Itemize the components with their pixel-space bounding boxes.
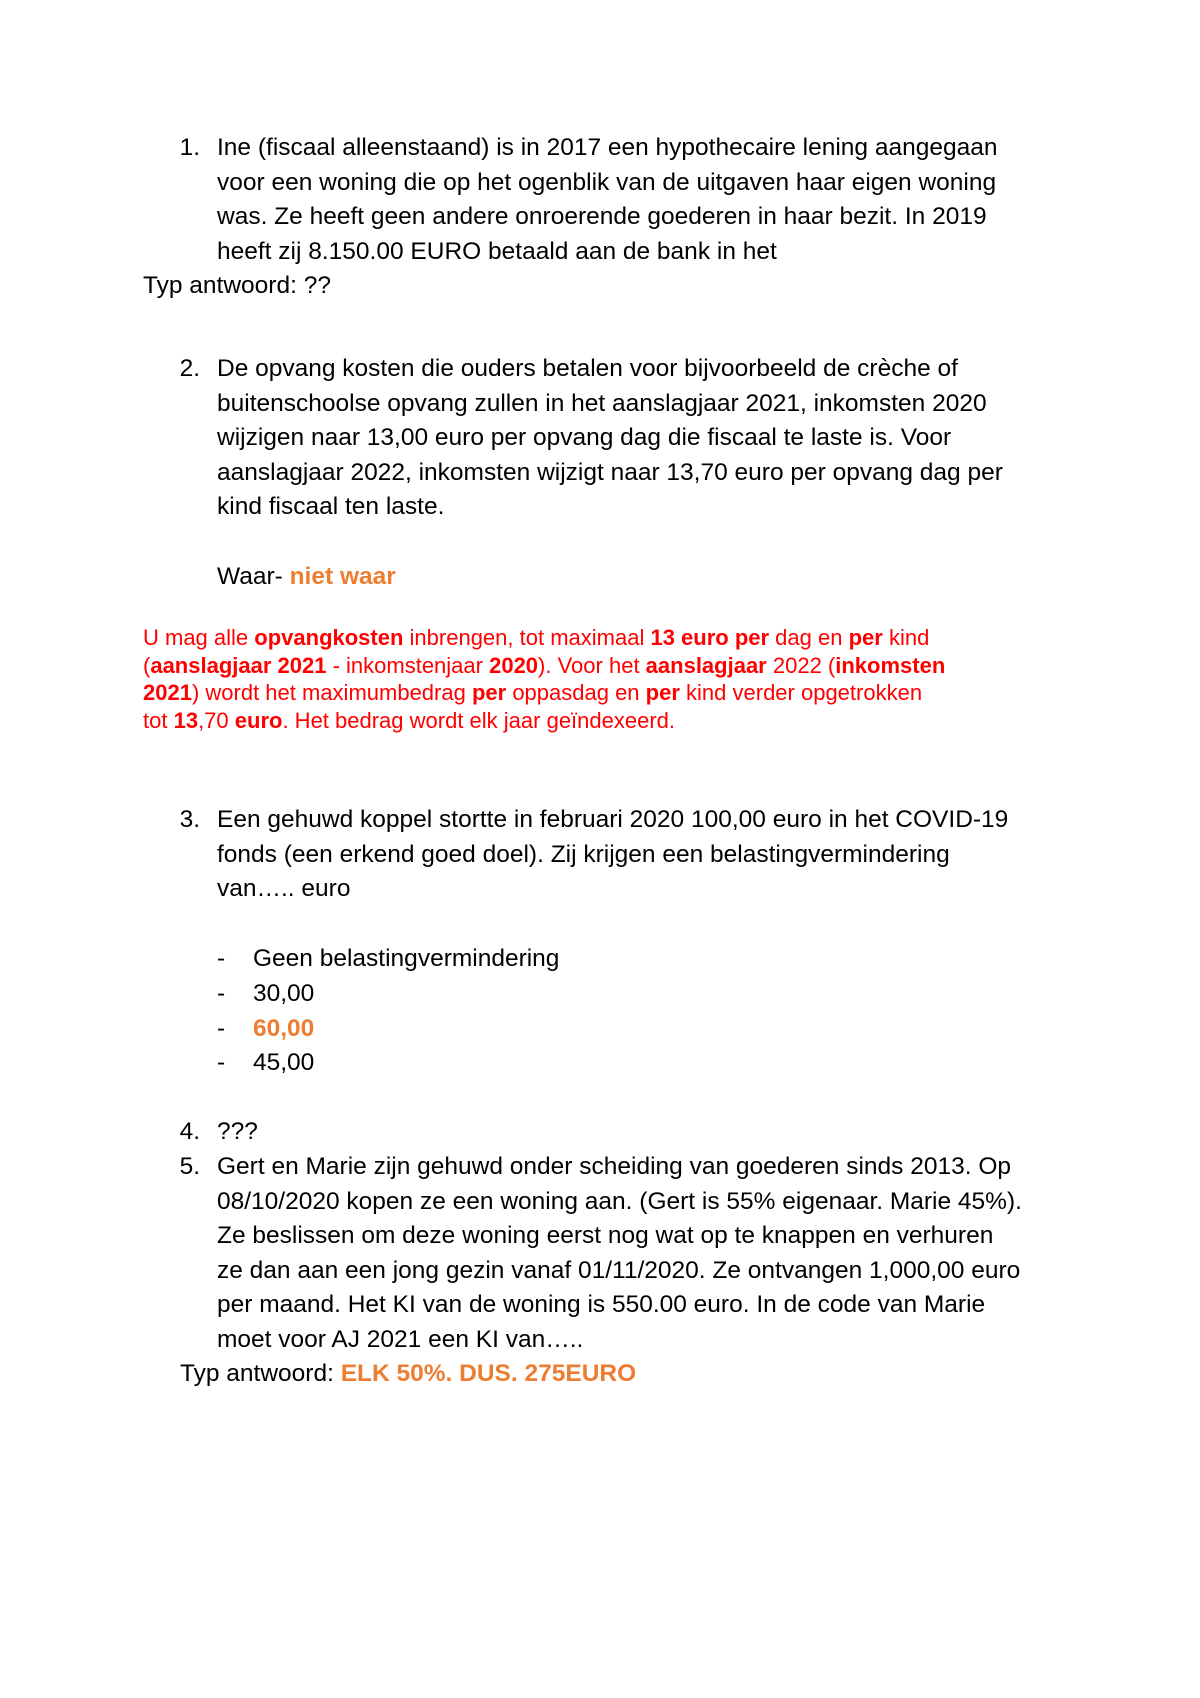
question-line: kind fiscaal ten laste.: [217, 493, 445, 520]
answer-label: Typ antwoord: ??: [143, 272, 331, 299]
answer-value: ELK 50%. DUS. 275EURO: [340, 1360, 637, 1387]
explanation-text: [143, 624, 1103, 734]
option-dash: -: [217, 1049, 226, 1076]
question-text: [217, 131, 1077, 269]
option-30: 30,00: [253, 980, 315, 1007]
question-line: was. Ze heeft geen andere onroerende goederen in haar bezit. In 2019: [217, 203, 987, 230]
question-number: 4.: [179, 1118, 200, 1145]
answer-row: [180, 1357, 636, 1392]
question-text: [217, 352, 1077, 525]
question-text: [217, 803, 1077, 907]
question-line: moet voor AJ 2021 een KI van…..: [217, 1325, 584, 1353]
choice-prefix: Waar-: [217, 563, 290, 590]
question-number: 1.: [179, 134, 200, 161]
choice-answer: niet waar: [289, 563, 396, 590]
question-line: ze dan aan een jong gezin vanaf 01/11/2020. Ze ontvangen 1,000,00 euro: [217, 1256, 1021, 1284]
explanation-line: U mag alle opvangkosten inbrengen, tot maximaal 13 euro per dag en per kind: [143, 625, 930, 650]
true-false-choice: [217, 560, 396, 595]
question-line: voor een woning die op het ogenblik van de uitgaven haar eigen woning: [217, 168, 997, 196]
option-60-correct: 60,00: [253, 1015, 315, 1042]
question-line: Ze beslissen om deze woning eerst nog wat op te knappen en verhuren: [217, 1222, 994, 1249]
explanation-line: 2021) wordt het maximumbedrag per oppasdag en per kind verder opgetrokken: [143, 680, 923, 705]
option-45: 45,00: [253, 1049, 315, 1076]
option-geen: Geen belastingvermindering: [253, 945, 560, 972]
question-line: van….. euro: [217, 875, 351, 902]
question-line: buitenschoolse opvang zullen in het aanslagjaar 2021, inkomsten 2020: [217, 389, 987, 417]
question-line: Ine (fiscaal alleenstaand) is in 2017 een hypothecaire lening aangegaan: [217, 134, 998, 161]
question-number: 5.: [179, 1153, 200, 1180]
question-line: Gert en Marie zijn gehuwd onder scheiding van goederen sinds 2013. Op: [217, 1153, 1012, 1180]
question-text: [217, 1150, 1077, 1357]
question-line: aanslagjaar 2022, inkomsten wijzigt naar 13,70 euro per opvang dag per: [217, 458, 1003, 486]
question-number: 3.: [179, 806, 200, 833]
question-line: 08/10/2020 kopen ze een woning aan. (Gert is 55% eigenaar. Marie 45%).: [217, 1187, 1022, 1215]
question-line: De opvang kosten die ouders betalen voor bijvoorbeeld de crèche of: [217, 355, 958, 382]
option-dash: -: [217, 1015, 226, 1042]
answer-label: Typ antwoord:: [180, 1360, 341, 1387]
option-dash: -: [217, 980, 226, 1007]
question-text: ???: [217, 1118, 258, 1145]
explanation-line: (aanslagjaar 2021 - inkomstenjaar 2020). Voor het aanslagjaar 2022 (inkomsten: [143, 652, 946, 678]
question-line: fonds (een erkend goed doel). Zij krijgen een belastingvermindering: [217, 840, 950, 868]
question-number: 2.: [179, 355, 200, 382]
question-line: heeft zij 8.150.00 EURO betaald aan de bank in het: [217, 237, 777, 265]
question-line: Een gehuwd koppel stortte in februari 2020 100,00 euro in het COVID-19: [217, 806, 1009, 833]
question-line: wijzigen naar 13,00 euro per opvang dag die fiscaal te laste is. Voor: [217, 424, 952, 451]
explanation-line: tot 13,70 euro. Het bedrag wordt elk jaar geïndexeerd.: [143, 707, 676, 733]
question-line: per maand. Het KI van de woning is 550.00 euro. In de code van Marie: [217, 1291, 986, 1318]
option-dash: -: [217, 945, 226, 972]
